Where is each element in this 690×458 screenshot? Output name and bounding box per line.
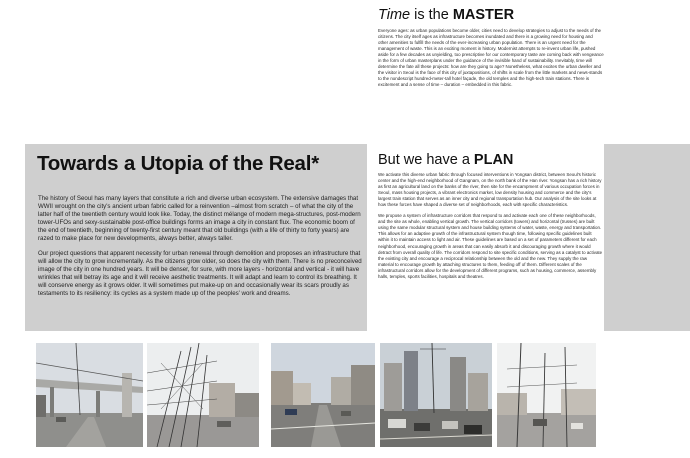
- plan-paragraph-2: We propose a system of infrastructure corridors that respond to and activate each one of these neighborhoods, and the site as whole, enabling vertical growth. The vertical corridors (towers) and horizontal (trusses) are built using the same modular structural system and house building systems of water, waste, energy and transportation. This allows for an adaptive growth of the infrastructural system though time, following specific guidelines built within it to maintain access to light and air. These guidelines are based on a set of parameters different for each neighborhood, encouraging growth in areas that can easily absorb it and discouraging growth where it would detract from overall quality of life. The corridors respond to site specific conditions, serving as a catalyst to activate the existing city and encourage a reciprocal relationship between the old and the new. They supply the raw material to encourage growth by attaching structures to them, feeding off of them. Different scales of the infrastructural corridors allow for the development of different programs, such as housing, commerce, assembly halls, temples, sports facilities, hospitals and theatres.: [378, 213, 603, 279]
- intro-paragraph-2: Our project questions that apparent necessity for urban renewal through demolition and proposes an infrastructure that will allow the city to grow incrementally. As the citizens grow older, so does the city with them. There is no preconceived image of the city in one hundred years. It will be denser, for sure, with more layers - horizontal and vertical - it will have wrinkles that will betray its age and it will receive aesthetic treatments. It will adapt and learn to control its breathing. It will conserve energy as it grows older. It will sometimes put make-up on and occasionally wear its scars proudly as testaments to its resiliency: its cycles as a system made up of the peoples' work and dreams.: [38, 249, 362, 298]
- photo-street-elevated-road: [36, 343, 143, 447]
- photo-street-scaffold-structure: [147, 343, 259, 447]
- photo-street-intersection: [271, 343, 375, 447]
- intro-paragraph-1: The history of Seoul has many layers that constitute a rich and diverse urban ecosystem. The extensive damages that WWII wrought on the city's ancient urban fabric called for a reinvention –almost from scratch – of what the city of the latter half of the twentieth century would look like. Today, the distinct mélange of modern mega-structures, post-modern tower-UFOs and sexy-sustainable post-office buildings forms an image a city in constant flux. The economic boom of the end of twentieth, beginning of twenty-first century meant that old buildings (with a life of thirty to forty years) are razed to make place for new developments, always better, always taller.: [38, 195, 361, 243]
- right-accent-band: [604, 144, 690, 331]
- page-title: Towards a Utopia of the Real*: [37, 152, 320, 175]
- master-heading: Time is the MASTER: [378, 7, 515, 23]
- intro-text: [38, 195, 363, 304]
- plan-paragraph-1: We activate this diverse urban fabric through focused interventions in Yongsan district, between Seoul's historic center and the high-end neighborhood of Gangnam, on the north bank of the Han river. Yongsan has a rich history as first an agricultural land on the banks of the river, then site for the encampment of various occupation forces in Seoul, mass housing projects, a vibrant electronics market, low density housing and commerce and the city's largest train station that serves as an inner city and regional transportation hub. Our analysis of the site looks at how these forces have shaped a diverse set of neighborhoods, each with specific characteristics.: [378, 172, 602, 208]
- master-text: [378, 28, 604, 93]
- photo-street-cars-towers: [380, 343, 492, 447]
- plan-text: [378, 172, 604, 285]
- photo-street-tall-masts: [497, 343, 596, 447]
- master-paragraph: Everyone ages: as urban populations become older, cities need to develop strategies to adjust to the needs of the citizens. The city itself ages as infrastructure becomes inundated and there is a growing need for housing and other amenities to fulfill the needs of the ever-increasing urban population. There is an urgent need for the management of waste. This is an exciting moment in history. Modernist attempts to re-invent urban life, pushed aside for a few decades as unyielding, too prescriptive for our contemporary taste are coming back with vengeance in the form of urban masterplans under the guidance of the invisible hand of sustainability. Inevitably, time will determine the fate all these projects: how are they going to age? Nonetheless, what excites the urban dweller and the visitor in Seoul is the face of this city of juxtapositions, of shifts in scale from the little markets and news-stands to the nondescript hundred-meter-tall hotel façade, the old temples and the high-tech train stations. There is excitement and a sense of time – duration – embedded in this fabric.: [378, 28, 604, 88]
- photo-strip: [36, 343, 596, 447]
- plan-heading: But we have a PLAN: [378, 152, 514, 168]
